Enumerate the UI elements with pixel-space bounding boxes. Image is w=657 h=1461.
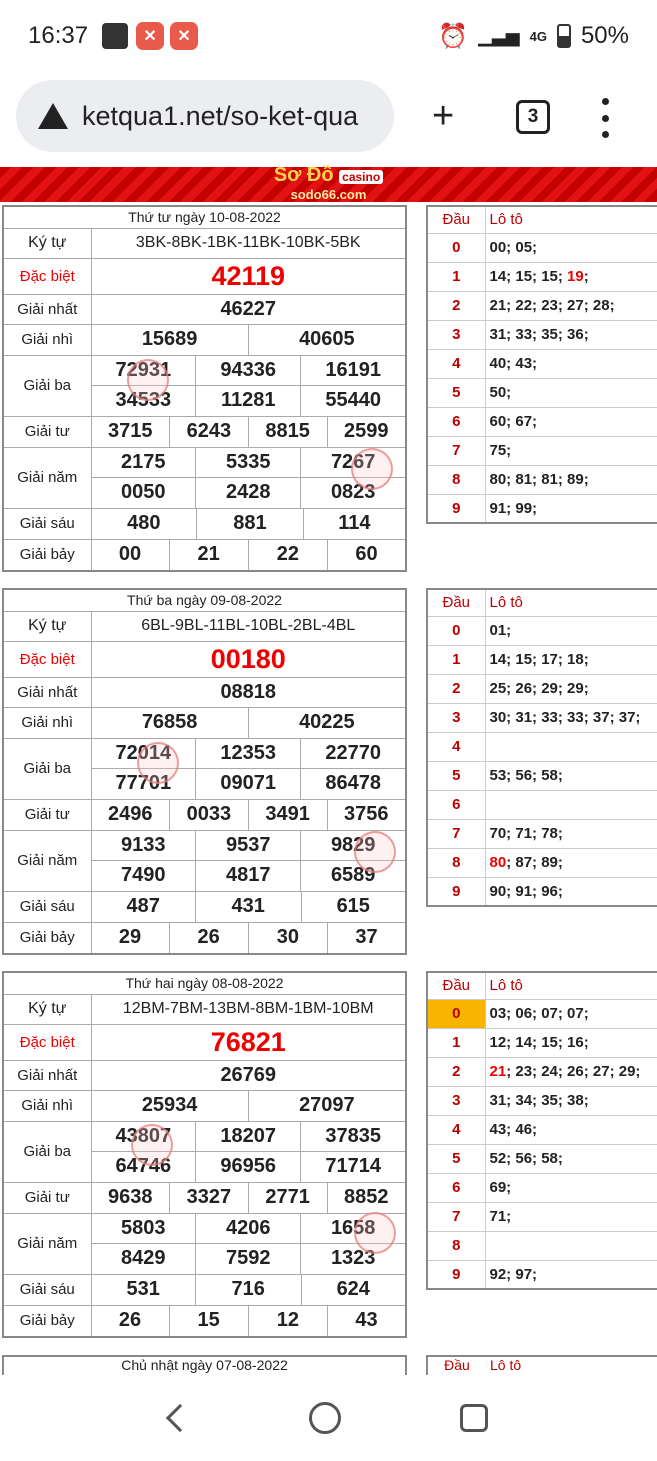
- first-prize: 08818: [91, 677, 406, 707]
- prize-number: 43: [355, 1309, 378, 1331]
- prize-number: 4206: [196, 1214, 301, 1244]
- alarm-icon: ⏰: [438, 22, 469, 50]
- label-ky-tu: Ký tự: [3, 611, 91, 641]
- prize-number: 60: [355, 543, 378, 565]
- loto-row[interactable]: [427, 732, 657, 761]
- loto-head-digit: 6: [427, 407, 485, 436]
- loto-table: [426, 588, 657, 907]
- prize-number: 76858: [92, 708, 249, 738]
- loto-row[interactable]: [427, 790, 657, 819]
- tap-indicator: [137, 742, 179, 784]
- label-giai-ba: Giải ba: [3, 738, 91, 799]
- prize-number: 18207: [196, 1122, 301, 1152]
- loto-row[interactable]: [427, 1144, 657, 1173]
- loto-label: Lô tô: [485, 206, 657, 233]
- prize-number: 716: [195, 1275, 301, 1305]
- loto-row[interactable]: [427, 674, 657, 703]
- next-loto-header: Đầu Lô tô: [426, 1355, 657, 1377]
- loto-head-digit: 4: [427, 349, 485, 378]
- loto-row[interactable]: [427, 436, 657, 465]
- prize-number: 487: [92, 892, 196, 922]
- loto-row[interactable]: [427, 1202, 657, 1231]
- loto-row[interactable]: [427, 407, 657, 436]
- loto-head-digit: 5: [427, 378, 485, 407]
- prize-number: 114: [338, 512, 371, 534]
- loto-values: 21; 22; 23; 27; 28;: [485, 291, 657, 320]
- url-text: ketqua1.net/so-ket-qua: [82, 100, 359, 131]
- app-notification-icon: ✕: [136, 22, 164, 50]
- prize-number: 8815: [248, 417, 327, 447]
- warning-icon[interactable]: [38, 103, 68, 129]
- prize-number: 72931: [92, 356, 196, 386]
- loto-row[interactable]: [427, 262, 657, 291]
- prize-number: 26: [169, 923, 248, 953]
- clock: 16:37: [28, 22, 89, 49]
- label-giai-nhi: Giải nhì: [3, 1090, 91, 1121]
- loto-row[interactable]: [427, 1260, 657, 1289]
- label-giai-nhat: Giải nhất: [3, 677, 91, 707]
- loto-row[interactable]: [427, 703, 657, 732]
- loto-values: 03; 06; 07; 07;: [485, 999, 657, 1028]
- loto-row[interactable]: [427, 761, 657, 790]
- prize-number: 431: [195, 892, 301, 922]
- loto-head-digit: 3: [427, 320, 485, 349]
- result-table: [2, 205, 407, 572]
- label-giai-nhat: Giải nhất: [3, 1060, 91, 1090]
- loto-head-digit: 1: [427, 645, 485, 674]
- prize-number: 2599: [344, 420, 389, 442]
- loto-head-digit: 0: [427, 616, 485, 645]
- prize-number: 22770: [325, 741, 381, 764]
- loto-values: 30; 31; 33; 33; 37; 37;: [485, 703, 657, 732]
- loto-head-digit: 3: [427, 703, 485, 732]
- label-giai-nam: Giải năm: [3, 1213, 91, 1274]
- label-giai-tu: Giải tư: [3, 799, 91, 830]
- prize-number: 15689: [92, 325, 249, 355]
- loto-head-label: Đầu: [427, 206, 485, 233]
- label-giai-sau: Giải sáu: [3, 508, 91, 539]
- prize-number: 0033: [169, 800, 248, 830]
- back-icon[interactable]: [165, 1404, 193, 1432]
- label-giai-nhi: Giải nhì: [3, 324, 91, 355]
- loto-values: 70; 71; 78;: [485, 819, 657, 848]
- tap-indicator: [354, 831, 396, 873]
- label-giai-nhat: Giải nhất: [3, 294, 91, 324]
- loto-row[interactable]: [427, 320, 657, 349]
- loto-row[interactable]: [427, 1028, 657, 1057]
- loto-values: 14; 15; 17; 18;: [485, 645, 657, 674]
- loto-head-label: Đầu: [427, 589, 485, 616]
- prize-number: 7490: [92, 861, 196, 891]
- loto-values: 31; 33; 35; 36;: [485, 320, 657, 349]
- network-label: 4G: [529, 28, 547, 44]
- home-icon[interactable]: [309, 1402, 341, 1434]
- loto-head-digit: 6: [427, 1173, 485, 1202]
- prize-number: 30: [248, 923, 327, 953]
- loto-head-digit: 3: [427, 1086, 485, 1115]
- prize-number: 94336: [196, 356, 301, 386]
- address-bar[interactable]: [16, 80, 394, 152]
- puzzle-icon: [102, 23, 128, 49]
- loto-values: 60; 67;: [485, 407, 657, 436]
- loto-row[interactable]: [427, 1057, 657, 1086]
- result-table: [2, 588, 407, 955]
- loto-head-digit: 2: [427, 674, 485, 703]
- prize-number: 5803: [92, 1214, 196, 1244]
- label-giai-bay: Giải bảy: [3, 1305, 91, 1337]
- prize-number: 12: [248, 1306, 327, 1336]
- special-prize: 76821: [91, 1024, 406, 1060]
- loto-table: [426, 971, 657, 1290]
- loto-values: 75;: [485, 436, 657, 465]
- loto-head-digit: 0: [427, 233, 485, 262]
- prize-number: 6243: [169, 417, 248, 447]
- prize-number: 16191: [325, 358, 381, 381]
- label-giai-nam: Giải năm: [3, 830, 91, 891]
- loto-values: 91; 99;: [485, 494, 657, 523]
- loto-head-digit: 9: [427, 1260, 485, 1289]
- loto-row[interactable]: [427, 1086, 657, 1115]
- status-bar: [0, 0, 657, 72]
- prize-number: 9829: [330, 833, 376, 856]
- prize-number: 1658: [330, 1216, 376, 1239]
- loto-values: 43; 46;: [485, 1115, 657, 1144]
- label-giai-nam: Giải năm: [3, 447, 91, 508]
- loto-row[interactable]: [427, 291, 657, 320]
- label-dac-biet: Đặc biệt: [3, 641, 91, 677]
- label-giai-ba: Giải ba: [3, 355, 91, 416]
- loto-head-digit: 7: [427, 1202, 485, 1231]
- system-nav-bar: [0, 1375, 657, 1461]
- prize-number: 1323: [301, 1244, 405, 1274]
- special-prize: 42119: [91, 258, 406, 294]
- loto-values: 52; 56; 58;: [485, 1144, 657, 1173]
- loto-head-digit: 0: [427, 999, 485, 1028]
- loto-values: 71;: [485, 1202, 657, 1231]
- prize-number: 34533: [92, 386, 196, 416]
- loto-values: 53; 56; 58;: [485, 761, 657, 790]
- label-dac-biet: Đặc biệt: [3, 258, 91, 294]
- prize-number: 26: [92, 1306, 170, 1336]
- loto-row[interactable]: [427, 349, 657, 378]
- loto-head-digit: 1: [427, 262, 485, 291]
- prize-number: 09071: [196, 769, 301, 799]
- prize-number: 9638: [92, 1183, 170, 1213]
- prize-number: 624: [336, 1278, 370, 1300]
- loto-values: 50;: [485, 378, 657, 407]
- tab-switcher-button[interactable]: 3: [516, 100, 550, 134]
- signal-icon: ▁▃▅: [478, 25, 520, 46]
- prize-number: 11281: [196, 386, 301, 416]
- loto-row[interactable]: [427, 877, 657, 906]
- loto-values: 01;: [485, 616, 657, 645]
- loto-head-digit: 1: [427, 1028, 485, 1057]
- prize-number: 37835: [325, 1124, 381, 1147]
- loto-head-digit: 7: [427, 819, 485, 848]
- prize-number: 9133: [92, 831, 196, 861]
- loto-row[interactable]: [427, 465, 657, 494]
- day-title: Thứ ba ngày 09-08-2022: [3, 589, 406, 611]
- label-giai-bay: Giải bảy: [3, 922, 91, 954]
- label-giai-nhi: Giải nhì: [3, 707, 91, 738]
- loto-values: 31; 34; 35; 38;: [485, 1086, 657, 1115]
- loto-values: 40; 43;: [485, 349, 657, 378]
- ky-tu-value: 12BM-7BM-13BM-8BM-1BM-10BM: [91, 994, 406, 1024]
- first-prize: 46227: [91, 294, 406, 324]
- loto-row[interactable]: [427, 233, 657, 262]
- prize-number: 64746: [92, 1152, 196, 1182]
- prize-number: 71714: [301, 1152, 405, 1182]
- next-day-header: Chủ nhật ngày 07-08-2022: [2, 1355, 407, 1377]
- prize-number: 22: [248, 540, 327, 570]
- prize-number: 0050: [92, 478, 196, 508]
- loto-head-digit: 4: [427, 732, 485, 761]
- loto-values: 80; 87; 89;: [485, 848, 657, 877]
- label-giai-bay: Giải bảy: [3, 539, 91, 571]
- loto-head-digit: 9: [427, 877, 485, 906]
- prize-number: 8429: [92, 1244, 196, 1274]
- loto-head-digit: 2: [427, 291, 485, 320]
- browser-toolbar: [0, 80, 657, 156]
- loto-values: 21; 23; 24; 26; 27; 29;: [485, 1057, 657, 1086]
- label-giai-ba: Giải ba: [3, 1121, 91, 1182]
- loto-values: [485, 732, 657, 761]
- prize-number: 96956: [196, 1152, 301, 1182]
- prize-number: 25934: [92, 1091, 249, 1121]
- prize-number: 40605: [299, 328, 355, 350]
- loto-table: [426, 205, 657, 524]
- loto-row[interactable]: [427, 1115, 657, 1144]
- prize-number: 6589: [301, 861, 405, 891]
- loto-row[interactable]: [427, 494, 657, 523]
- special-prize: 00180: [91, 641, 406, 677]
- day-title: Thứ hai ngày 08-08-2022: [3, 972, 406, 994]
- loto-values: 12; 14; 15; 16;: [485, 1028, 657, 1057]
- prize-number: 43807: [92, 1122, 196, 1152]
- loto-head-digit: 5: [427, 1144, 485, 1173]
- prize-number: 3491: [248, 800, 327, 830]
- prize-number: 29: [92, 923, 170, 953]
- prize-number: 2496: [92, 800, 170, 830]
- app-notification-icon: ✕: [170, 22, 198, 50]
- prize-number: 15: [169, 1306, 248, 1336]
- prize-number: 9537: [196, 831, 301, 861]
- loto-row[interactable]: [427, 616, 657, 645]
- loto-head-digit: 5: [427, 761, 485, 790]
- prize-number: 615: [336, 895, 370, 917]
- tap-indicator: [127, 359, 169, 401]
- prize-number: 5335: [196, 448, 301, 478]
- loto-head-digit: 7: [427, 436, 485, 465]
- prize-number: 37: [355, 926, 378, 948]
- tap-indicator: [354, 1212, 396, 1254]
- prize-number: 3327: [169, 1183, 248, 1213]
- loto-row[interactable]: [427, 999, 657, 1028]
- loto-values: 90; 91; 96;: [485, 877, 657, 906]
- ad-banner[interactable]: [0, 163, 657, 202]
- prize-number: 480: [92, 509, 197, 539]
- loto-row[interactable]: [427, 848, 657, 877]
- prize-number: 2771: [248, 1183, 327, 1213]
- label-giai-sau: Giải sáu: [3, 1274, 91, 1305]
- loto-head-digit: 8: [427, 1231, 485, 1260]
- loto-row[interactable]: [427, 1231, 657, 1260]
- loto-head-digit: 8: [427, 465, 485, 494]
- loto-label: Lô tô: [485, 589, 657, 616]
- battery-percent: 50%: [580, 22, 629, 49]
- loto-head-digit: 9: [427, 494, 485, 523]
- prize-number: 7267: [330, 450, 376, 473]
- loto-values: [485, 1231, 657, 1260]
- loto-row[interactable]: [427, 378, 657, 407]
- recents-icon[interactable]: [460, 1404, 488, 1432]
- loto-head-label: Đầu: [427, 972, 485, 999]
- loto-values: 69;: [485, 1173, 657, 1202]
- prize-number: 00: [92, 540, 170, 570]
- loto-values: 25; 26; 29; 29;: [485, 674, 657, 703]
- prize-number: 881: [197, 509, 304, 539]
- prize-number: 8852: [344, 1186, 389, 1208]
- prize-number: 55440: [301, 386, 405, 416]
- loto-head-digit: 8: [427, 848, 485, 877]
- prize-number: 4817: [196, 861, 301, 891]
- loto-label: Lô tô: [485, 972, 657, 999]
- prize-number: 531: [92, 1275, 196, 1305]
- first-prize: 26769: [91, 1060, 406, 1090]
- prize-number: 2428: [196, 478, 301, 508]
- label-ky-tu: Ký tự: [3, 228, 91, 258]
- prize-number: 21: [169, 540, 248, 570]
- label-giai-tu: Giải tư: [3, 416, 91, 447]
- loto-values: [485, 790, 657, 819]
- prize-number: 12353: [196, 739, 301, 769]
- label-giai-sau: Giải sáu: [3, 891, 91, 922]
- label-dac-biet: Đặc biệt: [3, 1024, 91, 1060]
- loto-values: 00; 05;: [485, 233, 657, 262]
- loto-row[interactable]: [427, 819, 657, 848]
- loto-values: 14; 15; 15; 19;: [485, 262, 657, 291]
- loto-values: 80; 81; 81; 89;: [485, 465, 657, 494]
- new-tab-button[interactable]: +: [432, 95, 455, 137]
- banner-logo: Sơ Đồ casino sodo66.com: [274, 166, 383, 204]
- ky-tu-value: 3BK-8BK-1BK-11BK-10BK-5BK: [91, 228, 406, 258]
- prize-number: 77701: [92, 769, 196, 799]
- result-table: [2, 971, 407, 1338]
- prize-number: 2175: [92, 448, 196, 478]
- tap-indicator: [131, 1124, 173, 1166]
- loto-head-digit: 6: [427, 790, 485, 819]
- day-title: Thứ tư ngày 10-08-2022: [3, 206, 406, 228]
- prize-number: 3715: [92, 417, 170, 447]
- prize-number: 0823: [301, 478, 405, 508]
- loto-head-digit: 4: [427, 1115, 485, 1144]
- tap-indicator: [351, 448, 393, 490]
- prize-number: 86478: [301, 769, 405, 799]
- prize-number: 3756: [344, 803, 389, 825]
- prize-number: 40225: [299, 711, 355, 733]
- prize-number: 27097: [299, 1094, 355, 1116]
- ky-tu-value: 6BL-9BL-11BL-10BL-2BL-4BL: [91, 611, 406, 641]
- battery-icon: [557, 24, 571, 48]
- more-menu-icon[interactable]: [600, 98, 610, 138]
- loto-head-digit: 2: [427, 1057, 485, 1086]
- label-ky-tu: Ký tự: [3, 994, 91, 1024]
- prize-number: 72014: [92, 739, 196, 769]
- loto-values: 92; 97;: [485, 1260, 657, 1289]
- label-giai-tu: Giải tư: [3, 1182, 91, 1213]
- prize-number: 7592: [196, 1244, 301, 1274]
- loto-row[interactable]: [427, 1173, 657, 1202]
- loto-row[interactable]: [427, 645, 657, 674]
